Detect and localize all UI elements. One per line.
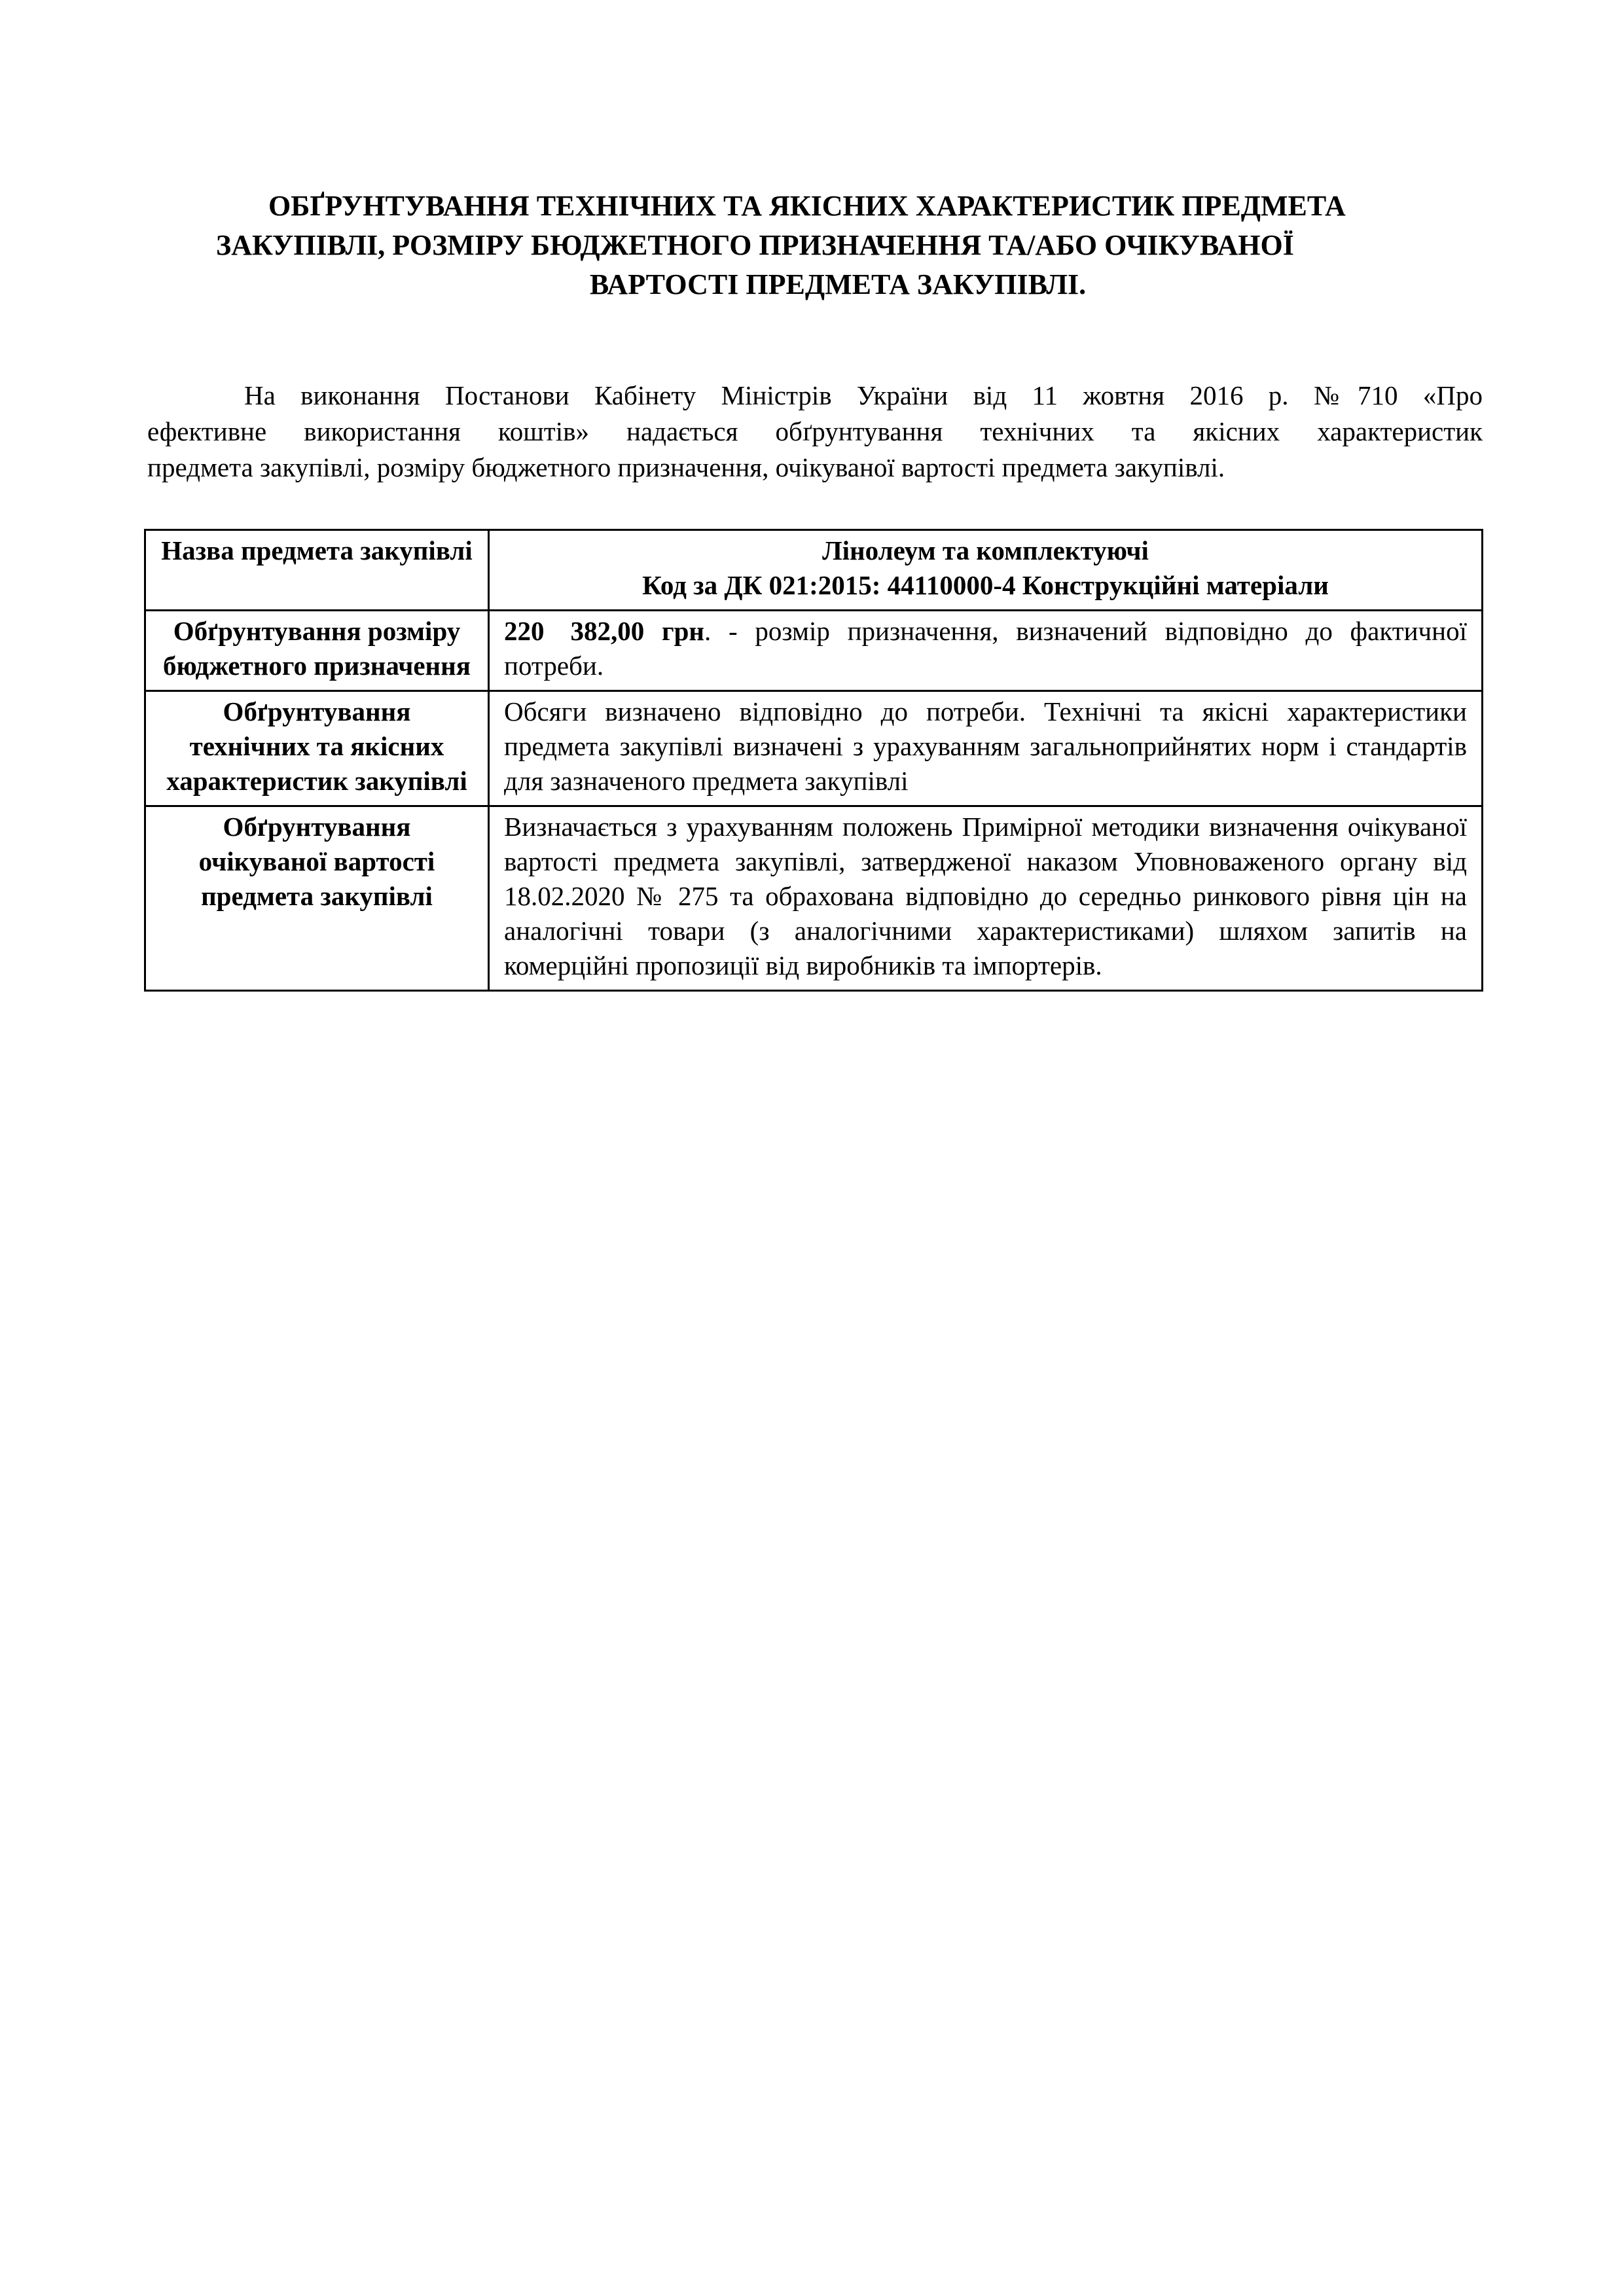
intro-line-3: предмета закупівлі, розміру бюджетного призначення, очікуваної вартості предмета закупівлі. bbox=[147, 452, 1225, 482]
budget-amount-part1: 220 bbox=[504, 616, 545, 646]
expected-cost-content: Визначається з урахуванням положень Примірної методики визначення очікуваної вартості предмета закупівлі, затвердженої наказом Уповноваженого органу від 18.02.2020 № 275 та обрахована відповідно до середньо ринкового рівня цін на аналогічні товари (з аналогічними характеристиками) шляхом запитів на комерційні пропозиції від виробників та імпортерів. bbox=[489, 806, 1483, 991]
intro-paragraph bbox=[147, 378, 1483, 486]
table-row-expected-cost bbox=[145, 806, 1483, 991]
intro-line-1: На виконання Постанови Кабінету Міністрів України від 11 жовтня 2016 р. №710 «Про bbox=[244, 380, 1483, 410]
budget-label: Обґрунтування розміру бюджетного призначення bbox=[145, 611, 489, 691]
subject-code: Код за ДК 021:2015: 44110000-4 Конструкційні матеріали bbox=[642, 570, 1329, 600]
technical-content: Обсяги визначено відповідно до потреби. Технічні та якісні характеристики предмета закупівлі визначені з урахуванням загальноприйнятих норм і стандартів для зазначеного предмета закупівлі bbox=[489, 691, 1483, 806]
title-line-1: ОБҐРУНТУВАННЯ ТЕХНІЧНИХ ТА ЯКІСНИХ ХАРАКТЕРИСТИК ПРЕДМЕТА bbox=[268, 190, 1346, 222]
subject-label: Назва предмета закупівлі bbox=[145, 530, 489, 611]
subject-name: Лінолеум та комплектуючі bbox=[822, 535, 1149, 565]
table-row-budget bbox=[145, 611, 1483, 691]
table-row-subject bbox=[145, 530, 1483, 611]
budget-amount-part2: 382,00 грн bbox=[570, 616, 705, 646]
expected-cost-label: Обґрунтування очікуваної вартості предмета закупівлі bbox=[145, 806, 489, 991]
subject-content bbox=[489, 530, 1483, 611]
title-line-3: ВАРТОСТІ ПРЕДМЕТА ЗАКУПІВЛІ. bbox=[589, 268, 1087, 300]
budget-content bbox=[489, 611, 1483, 691]
procurement-table bbox=[144, 529, 1483, 992]
table-row-technical bbox=[145, 691, 1483, 806]
intro-line-2: ефективне використання коштів» надається обґрунтування технічних та якісних характеристик bbox=[147, 416, 1483, 446]
document-title bbox=[196, 187, 1479, 304]
title-line-2: ЗАКУПІВЛІ, РОЗМІРУ БЮДЖЕТНОГО ПРИЗНАЧЕННЯ ТА/АБО ОЧІКУВАНОЇ bbox=[216, 229, 1294, 261]
technical-label: Обґрунтування технічних та якісних характеристик закупівлі bbox=[145, 691, 489, 806]
budget-text: . - розмір призначення, визначений відповідно до фактичної потреби. bbox=[504, 616, 1468, 681]
